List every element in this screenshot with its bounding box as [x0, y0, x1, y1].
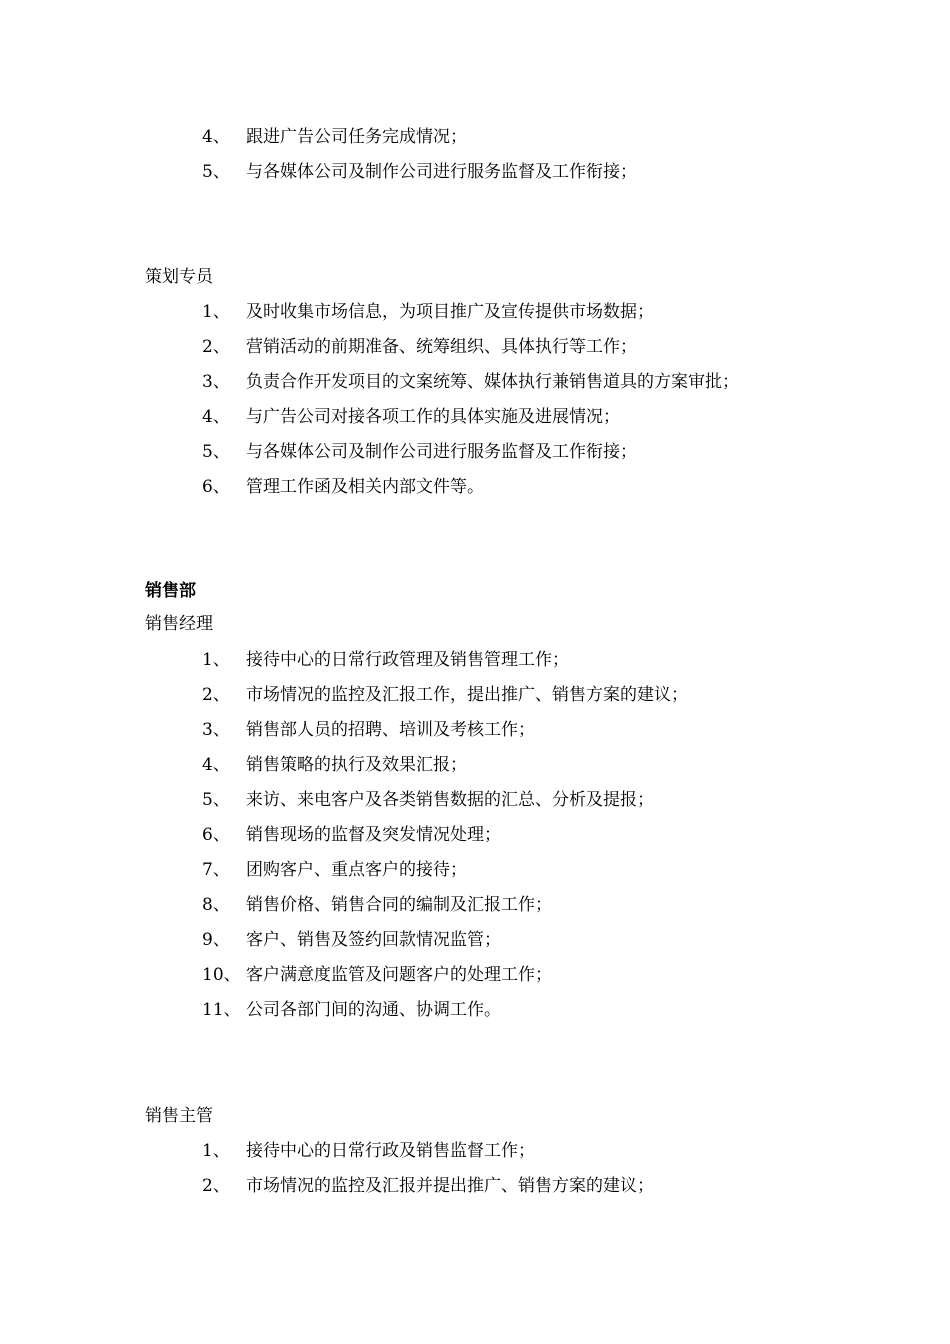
role-heading-planning-specialist: 策划专员 [145, 267, 213, 287]
item-number: 2、 [202, 1176, 230, 1196]
item-text: 市场情况的监控及汇报工作，提出推广、销售方案的建议； [246, 685, 688, 705]
item-text: 市场情况的监控及汇报并提出推广、销售方案的建议； [246, 1176, 654, 1196]
item-number: 9、 [202, 930, 230, 950]
item-text: 客户满意度监管及问题客户的处理工作； [246, 965, 552, 985]
item-number: 4、 [202, 407, 230, 427]
item-number: 2、 [202, 685, 230, 705]
item-text: 来访、来电客户及各类销售数据的汇总、分析及提报； [246, 790, 654, 810]
item-number: 7、 [202, 860, 230, 880]
item-text: 公司各部门间的沟通、协调工作。 [246, 1000, 501, 1020]
item-number: 10、 [202, 965, 241, 985]
item-text: 销售价格、销售合同的编制及汇报工作； [246, 895, 552, 915]
item-text: 与各媒体公司及制作公司进行服务监督及工作衔接； [246, 162, 637, 182]
role-heading-sales-manager: 销售经理 [145, 614, 213, 634]
item-number: 6、 [202, 477, 230, 497]
item-text: 销售部人员的招聘、培训及考核工作； [246, 720, 535, 740]
item-text: 负责合作开发项目的文案统筹、媒体执行兼销售道具的方案审批； [246, 372, 739, 392]
item-number: 5、 [202, 162, 230, 182]
item-text: 接待中心的日常行政管理及销售管理工作； [246, 650, 569, 670]
item-number: 8、 [202, 895, 230, 915]
item-number: 4、 [202, 755, 230, 775]
item-text: 客户、销售及签约回款情况监管； [246, 930, 501, 950]
item-number: 1、 [202, 302, 230, 322]
item-text: 跟进广告公司任务完成情况； [246, 127, 467, 147]
item-text: 营销活动的前期准备、统筹组织、具体执行等工作； [246, 337, 637, 357]
item-text: 接待中心的日常行政及销售监督工作； [246, 1141, 535, 1161]
item-text: 管理工作函及相关内部文件等。 [246, 477, 484, 497]
item-number: 5、 [202, 790, 230, 810]
item-text: 团购客户、重点客户的接待； [246, 860, 467, 880]
item-number: 1、 [202, 1141, 230, 1161]
item-number: 3、 [202, 720, 230, 740]
item-text: 与广告公司对接各项工作的具体实施及进展情况； [246, 407, 620, 427]
section-heading-sales-department: 销售部 [145, 581, 196, 601]
role-heading-sales-supervisor: 销售主管 [145, 1106, 213, 1126]
item-number: 5、 [202, 442, 230, 462]
item-text: 与各媒体公司及制作公司进行服务监督及工作衔接； [246, 442, 637, 462]
item-text: 及时收集市场信息，为项目推广及宣传提供市场数据； [246, 302, 654, 322]
item-number: 2、 [202, 337, 230, 357]
item-text: 销售策略的执行及效果汇报； [246, 755, 467, 775]
item-number: 11、 [202, 1000, 241, 1020]
item-number: 6、 [202, 825, 230, 845]
item-number: 1、 [202, 650, 230, 670]
item-text: 销售现场的监督及突发情况处理； [246, 825, 501, 845]
item-number: 3、 [202, 372, 230, 392]
item-number: 4、 [202, 127, 230, 147]
